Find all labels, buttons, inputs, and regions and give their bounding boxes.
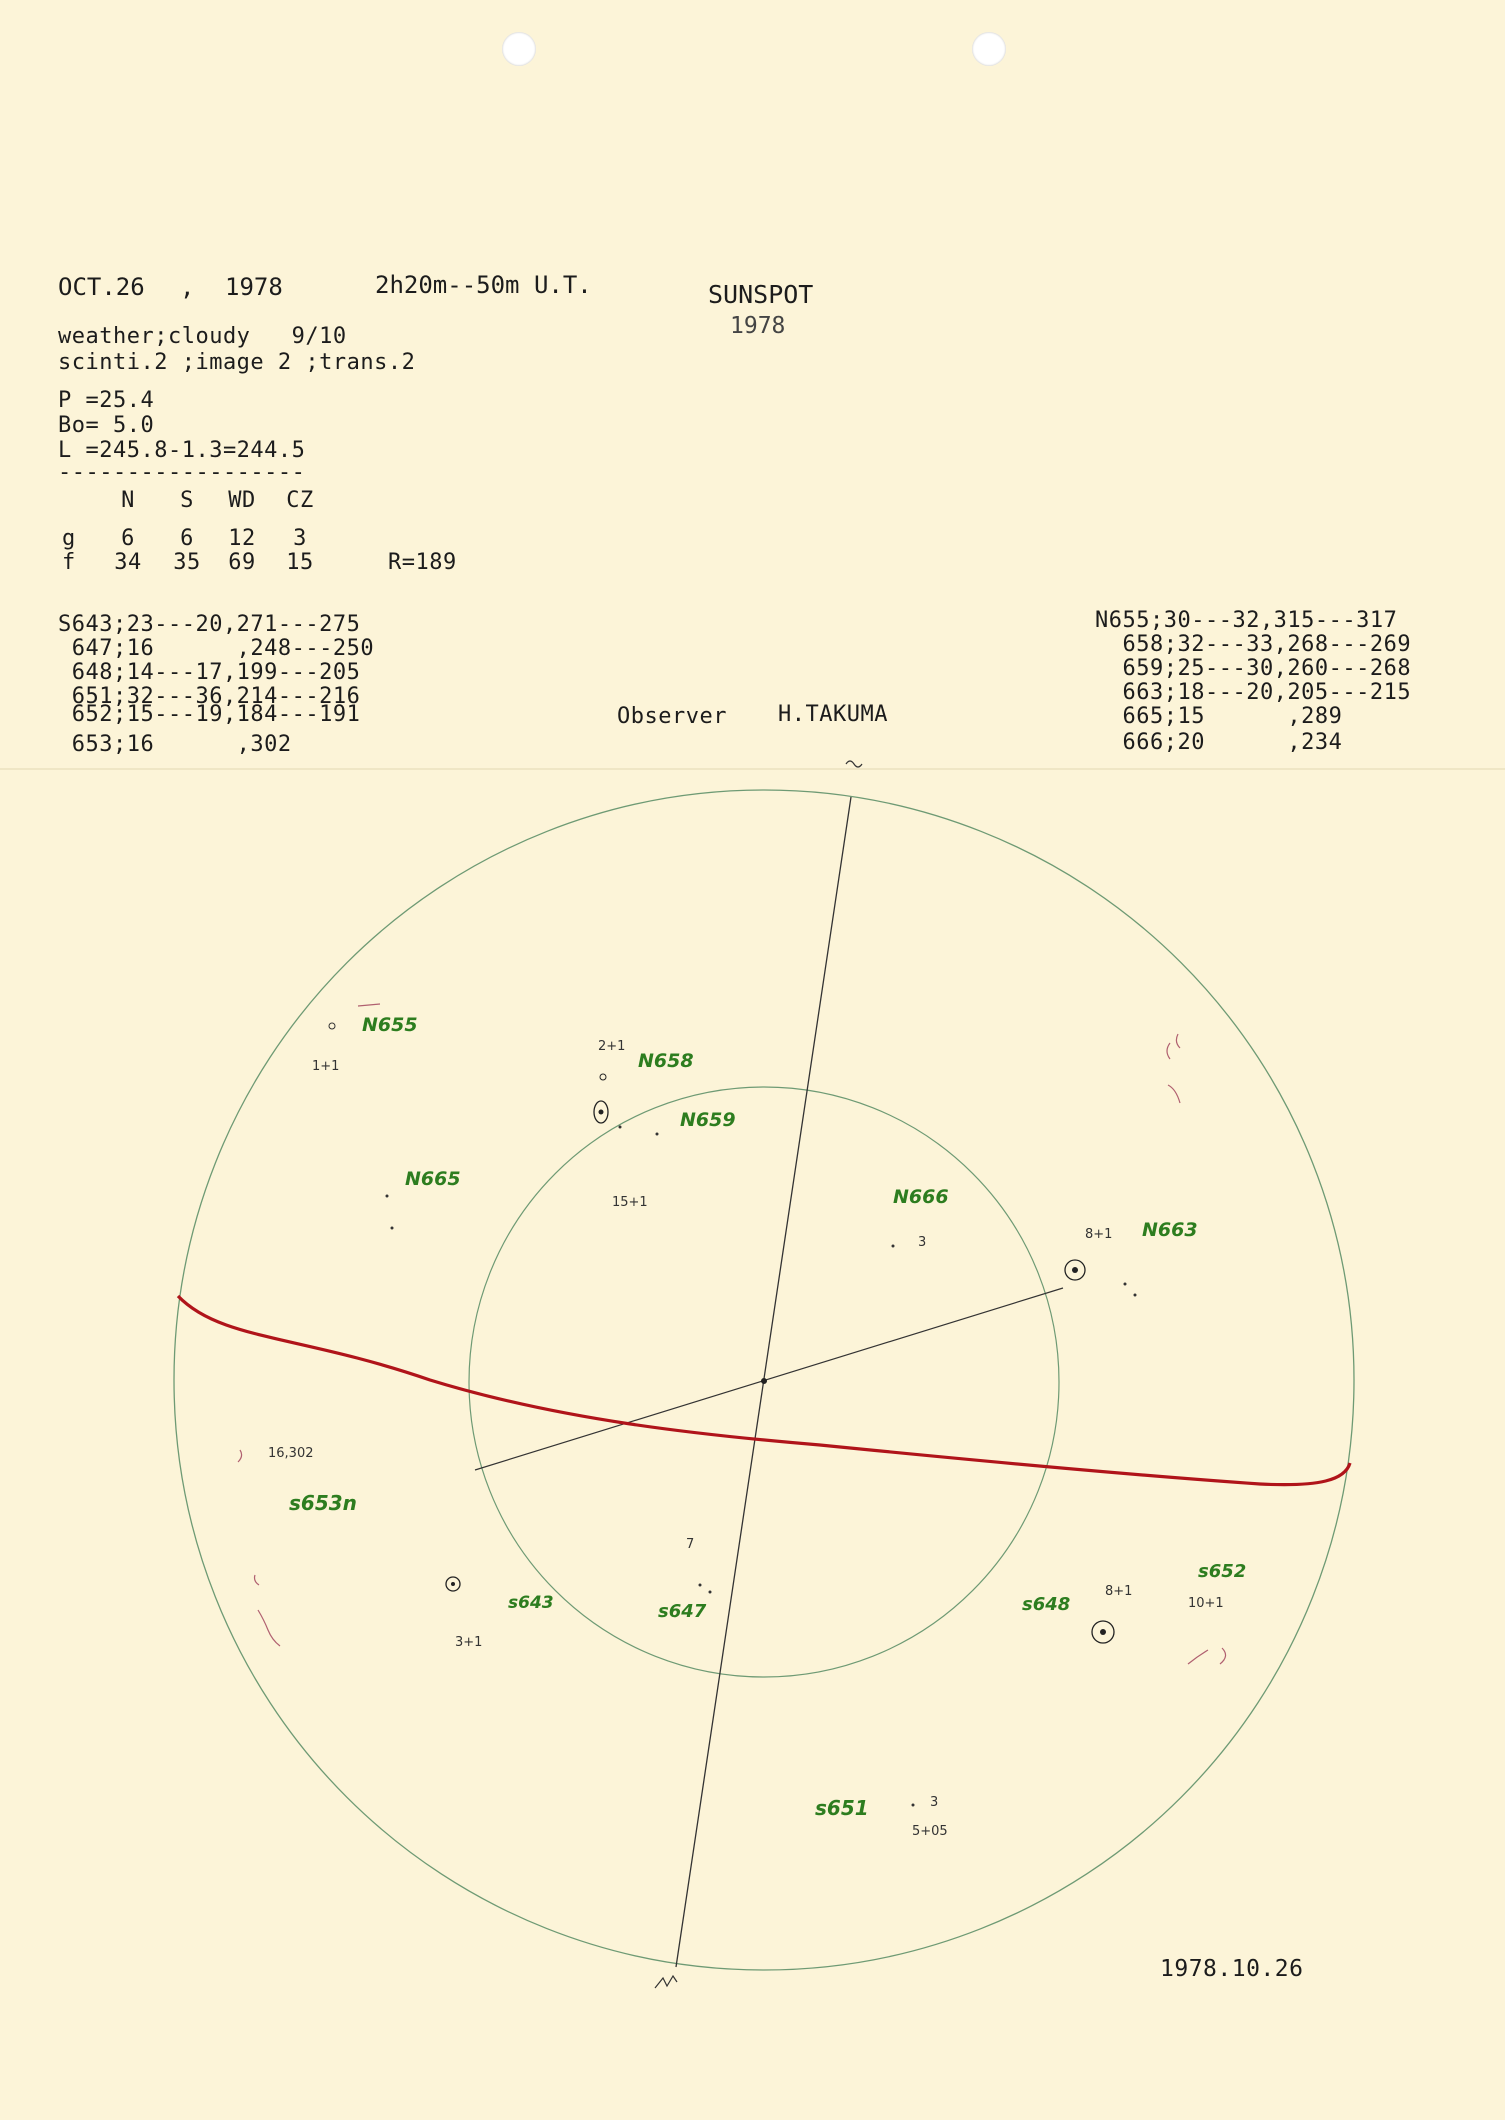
- date-comma: ,: [180, 273, 195, 301]
- seeing-line: scinti.2 ;image 2 ;trans.2: [58, 350, 416, 375]
- label-s648: s648: [1022, 1594, 1071, 1615]
- col-s: S: [180, 488, 194, 513]
- label-n658: N658: [638, 1050, 694, 1072]
- central-meridian-line: [475, 1288, 1063, 1470]
- label-s643: s643: [508, 1593, 554, 1613]
- f-wd: 69: [228, 550, 256, 575]
- relative-number: R=189: [388, 550, 457, 575]
- observer-name: H.TAKUMA: [778, 702, 888, 727]
- north-tick-mark: [846, 761, 862, 767]
- spot: [1100, 1629, 1106, 1635]
- label-n655: N655: [362, 1014, 418, 1036]
- group-line: 653;16 ,302: [58, 732, 292, 757]
- group-line: 663;18---20,205---215: [1095, 680, 1412, 705]
- spot: [386, 1195, 389, 1198]
- spot: [1072, 1267, 1078, 1273]
- spot: [1134, 1294, 1137, 1297]
- label-s651: s651: [815, 1796, 869, 1820]
- note-s648: 8+1: [1105, 1584, 1133, 1599]
- spot: [709, 1591, 712, 1594]
- disk-center-point: [761, 1378, 767, 1384]
- ephemeris-l: L =245.8-1.3=244.5: [58, 438, 306, 463]
- spot: [599, 1110, 604, 1115]
- group-line: 647;16 ,248---250: [58, 636, 375, 661]
- group-line: 665;15 ,289: [1095, 704, 1343, 729]
- note-s651: 3: [930, 1795, 939, 1810]
- note-n659: 15+1: [612, 1195, 648, 1210]
- col-n: N: [121, 488, 135, 513]
- f-s: 35: [173, 550, 201, 575]
- observation-date: OCT.26: [58, 273, 145, 301]
- label-n666: N666: [893, 1186, 949, 1208]
- label-n663: N663: [1142, 1219, 1198, 1241]
- spot: [892, 1245, 895, 1248]
- f-cz: 15: [286, 550, 314, 575]
- label-s652: s652: [1198, 1561, 1247, 1582]
- note-s647: 7: [686, 1537, 695, 1552]
- weather-line: weather;cloudy 9/10: [58, 324, 347, 349]
- note-n655: 1+1: [312, 1059, 340, 1074]
- col-cz: CZ: [286, 488, 314, 513]
- g-cz: 3: [293, 526, 307, 551]
- row-g-label: g: [62, 526, 76, 551]
- ephemeris-rule: ------------------: [58, 460, 306, 485]
- ephemeris-p: P =25.4: [58, 388, 155, 413]
- group-line: N655;30---32,315---317: [1095, 608, 1398, 633]
- col-wd: WD: [228, 488, 256, 513]
- f-n: 34: [114, 550, 142, 575]
- group-labels: [289, 1014, 1246, 1820]
- spot: [1124, 1283, 1127, 1286]
- date-stamp: 1978.10.26: [1160, 1956, 1304, 1982]
- note-s653: 16,302: [268, 1446, 314, 1461]
- label-s653: s653n: [289, 1491, 357, 1515]
- spot: [329, 1023, 335, 1029]
- ephemeris-bo: Bo= 5.0: [58, 413, 155, 438]
- spot: [912, 1804, 915, 1807]
- observer-label: Observer: [617, 704, 727, 729]
- observation-time: 2h20m--50m U.T.: [375, 271, 592, 299]
- note-s652: 10+1: [1188, 1596, 1224, 1611]
- observation-year: 1978: [225, 273, 283, 301]
- spot: [619, 1126, 622, 1129]
- note-s643: 3+1: [455, 1635, 483, 1650]
- g-s: 6: [180, 526, 194, 551]
- group-line: 666;20 ,234: [1095, 730, 1343, 755]
- row-f-label: f: [62, 550, 76, 575]
- label-n659: N659: [680, 1109, 736, 1131]
- south-tick-mark: [655, 1976, 677, 1988]
- spot: [656, 1133, 659, 1136]
- note-n663: 8+1: [1085, 1227, 1113, 1242]
- label-n665: N665: [405, 1168, 461, 1190]
- spot: [600, 1074, 606, 1080]
- spot: [451, 1582, 455, 1586]
- group-line: 648;14---17,199---205: [58, 660, 361, 685]
- group-line: S643;23---20,271---275: [58, 612, 361, 637]
- note-n666: 3: [918, 1235, 927, 1250]
- sheet-title-year: 1978: [730, 313, 786, 339]
- spot: [699, 1584, 702, 1587]
- note-n658: 2+1: [598, 1039, 626, 1054]
- group-line: 658;32---33,268---269: [1095, 632, 1412, 657]
- sheet-title: SUNSPOT: [708, 280, 814, 309]
- group-line: 659;25---30,260---268: [1095, 656, 1412, 681]
- group-line: 652;15---19,184---191: [58, 702, 361, 727]
- g-n: 6: [121, 526, 135, 551]
- faculae-marks: [238, 1004, 380, 1646]
- spot: [391, 1227, 394, 1230]
- note-s651-b: 5+05: [912, 1824, 948, 1839]
- solar-equator-line: [178, 1296, 1350, 1485]
- label-s647: s647: [658, 1601, 707, 1622]
- g-wd: 12: [228, 526, 256, 551]
- group-line: 651;32---36,214---216: [58, 684, 361, 709]
